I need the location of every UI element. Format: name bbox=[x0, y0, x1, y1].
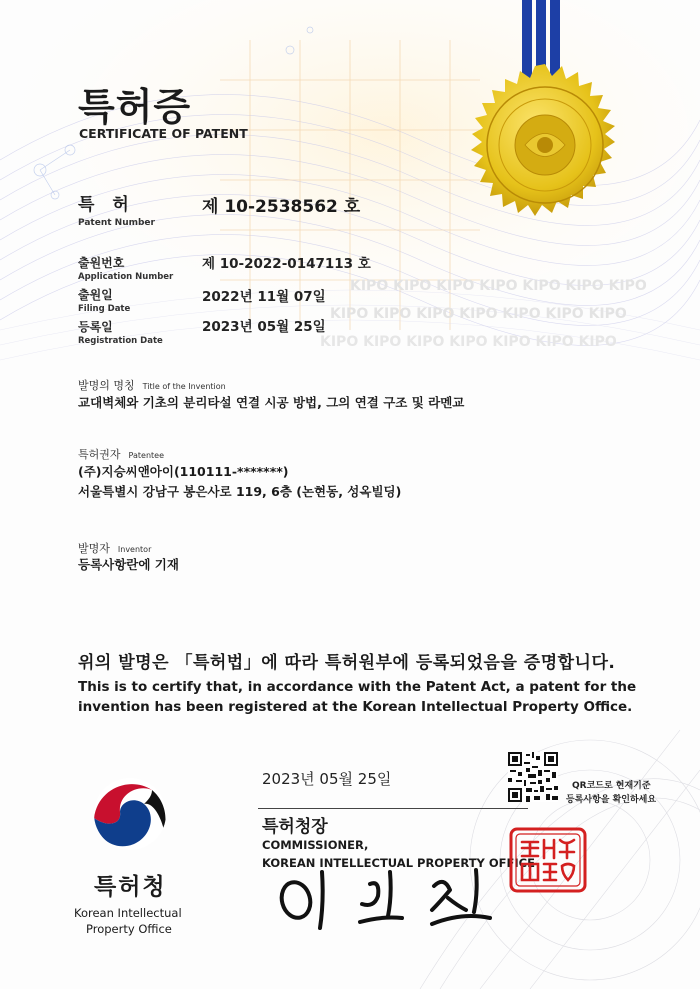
inventor-value: 등록사항란에 기재 bbox=[78, 557, 179, 572]
filing-date-label: 출원일 Filing Date bbox=[78, 288, 131, 314]
certificate-title-english: CERTIFICATE OF PATENT bbox=[79, 126, 248, 141]
commissioner-title-english-line2: KOREAN INTELLECTUAL PROPERTY OFFICE bbox=[262, 856, 535, 870]
kipo-logo-icon bbox=[90, 774, 170, 854]
commissioner-title-english-line1: COMMISSIONER, bbox=[262, 838, 369, 852]
qr-note-line1: QR코드로 현재기준 bbox=[572, 781, 651, 791]
patentee-address: 서울특별시 강남구 봉은사로 119, 6층 (논현동, 성옥빌딩) bbox=[78, 484, 402, 499]
patent-number-value: 제 10-2538562 호 bbox=[202, 197, 361, 217]
registration-date-label: 등록일 Registration Date bbox=[78, 320, 163, 346]
patentee-label: 특허권자 Patentee bbox=[78, 448, 164, 461]
application-number-value: 제 10-2022-0147113 호 bbox=[202, 256, 371, 272]
commissioner-signature bbox=[262, 862, 502, 932]
filing-date-value: 2022년 11월 07일 bbox=[202, 289, 326, 305]
watermark-text: KIPO KIPO KIPO KIPO KIPO KIPO KIPO bbox=[320, 334, 617, 350]
watermark-text: KIPO KIPO KIPO KIPO KIPO KIPO KIPO bbox=[350, 278, 647, 294]
invention-title-label: 발명의 명칭 Title of the Invention bbox=[78, 379, 226, 392]
official-seal-stamp-icon bbox=[508, 826, 588, 894]
patentee-name: (주)지승씨앤아이(110111-*******) bbox=[78, 464, 289, 479]
invention-title-value: 교대벽체와 기초의 분리타설 연결 시공 방법, 그의 연결 구조 및 라멘교 bbox=[78, 395, 465, 410]
commissioner-title-korean: 특허청장 bbox=[262, 817, 328, 837]
qr-note-line2: 등록사항을 확인하세요 bbox=[566, 795, 657, 805]
office-name-english-line2: Property Office bbox=[86, 922, 172, 936]
inventor-label: 발명자 Inventor bbox=[78, 542, 152, 555]
certification-statement-korean: 위의 발명은 「특허법」에 따라 특허원부에 등록되었음을 증명합니다. bbox=[78, 653, 616, 673]
patent-number-label: 특 허 Patent Number bbox=[78, 195, 155, 228]
certification-statement-english-line2: invention has been registered at the Korean Intellectual Property Office. bbox=[78, 699, 633, 715]
certification-statement-english-line1: This is to certify that, in accordance with the Patent Act, a patent for the bbox=[78, 679, 637, 695]
qr-code-icon[interactable] bbox=[508, 752, 558, 802]
issue-date: 2023년 05월 25일 bbox=[262, 770, 392, 788]
registration-date-value: 2023년 05월 25일 bbox=[202, 319, 326, 335]
divider bbox=[258, 808, 528, 809]
office-name-korean: 특허청 bbox=[94, 874, 167, 900]
gold-seal-icon bbox=[462, 62, 628, 228]
application-number-label: 출원번호 Application Number bbox=[78, 256, 174, 282]
certificate-title-korean: 특허증 bbox=[78, 85, 192, 129]
watermark-text: KIPO KIPO KIPO KIPO KIPO KIPO KIPO bbox=[330, 306, 627, 322]
office-name-english-line1: Korean Intellectual bbox=[74, 906, 182, 920]
